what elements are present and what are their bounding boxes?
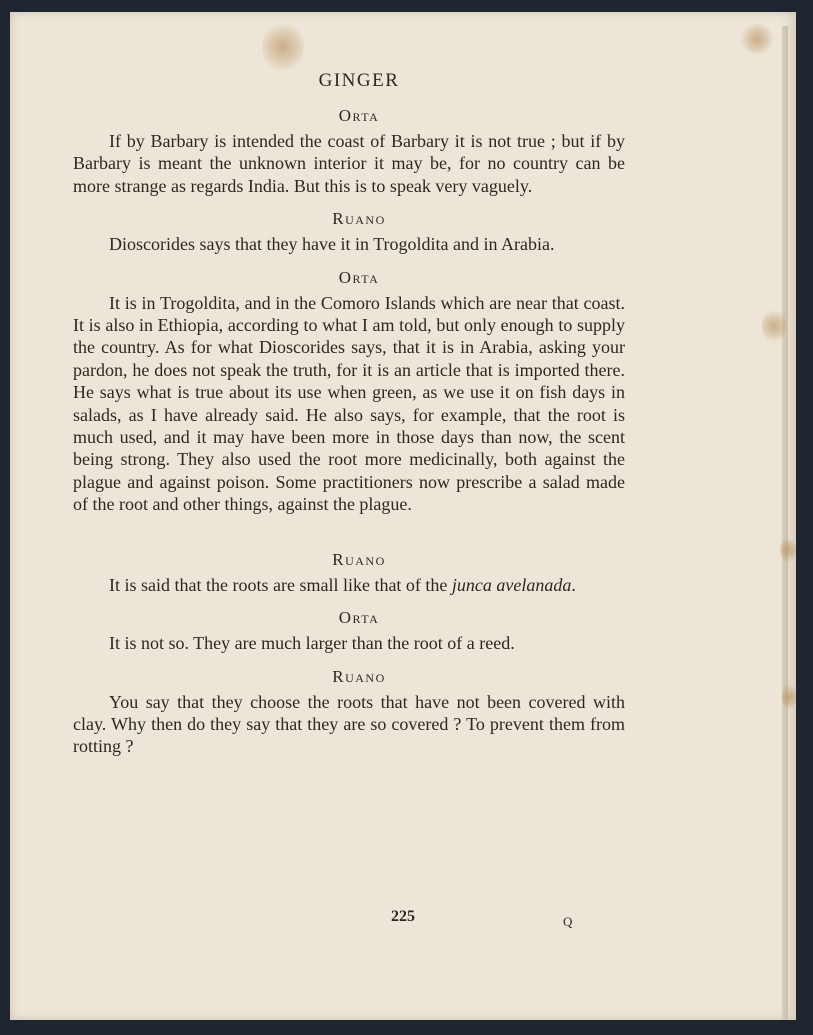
dialogue-paragraph: If by Barbary is intended the coast of Barbary it is not true ; but if by Barbary is meant the unknown interior it may be, for no country can be more strange as regards India. But this is to speak very vaguely. (73, 131, 625, 196)
dialogue-paragraph: You say that they choose the roots that have not been covered with clay. Why then do they say that they are so covered ? To prevent them from rotting ? (73, 691, 625, 757)
signature-mark: Q (563, 914, 573, 929)
speaker-heading: Orta (338, 267, 380, 287)
dialogue-paragraph: It is in Trogoldita, and in the Comoro Islands which are near that coast. It is also in Ethiopia, according to what I am told, but only enough to supply the country. As for what Dioscorides says, that it is in Arabia, asking your pardon, he does not speak the truth, for it is an article that is imported there. He says what is true about its use when green, as we use it on fish days in salads, as I have already said. He also says, for example, that the root is much used, and it may have been more in those days than now, the scent being strong. They also used the root more medicinally, both against the plague and against poison. Some practitioners now prescribe a salad made of the root and other things, against the plague. (73, 292, 625, 515)
chapter-title: GINGER (318, 70, 400, 91)
speaker-heading: Orta (338, 106, 380, 125)
paragraph-text: It is said that the roots are small like that of the (109, 574, 452, 595)
dialogue-paragraph (73, 574, 625, 596)
page-number: 225 (391, 908, 415, 925)
foxing-stain (762, 308, 786, 344)
speaker-heading: Ruano (332, 549, 386, 569)
dialogue-paragraph: It is not so. They are much larger than the root of a reed. (109, 633, 515, 654)
speaker-heading: Ruano (332, 666, 386, 686)
book-page (10, 12, 796, 1020)
italic-term: junca avelanada (451, 574, 572, 595)
page-edge (782, 26, 788, 1020)
foxing-stain (740, 24, 774, 54)
speaker-heading: Ruano (332, 209, 386, 229)
foxing-stain (780, 536, 796, 564)
dialogue-paragraph: Dioscorides says that they have it in Trogoldita and in Arabia. (109, 234, 555, 255)
speaker-heading: Orta (338, 608, 380, 628)
foxing-stain (782, 682, 796, 712)
paragraph-text: . (571, 574, 576, 595)
text-block (73, 70, 625, 770)
foxing-stain (262, 22, 304, 72)
